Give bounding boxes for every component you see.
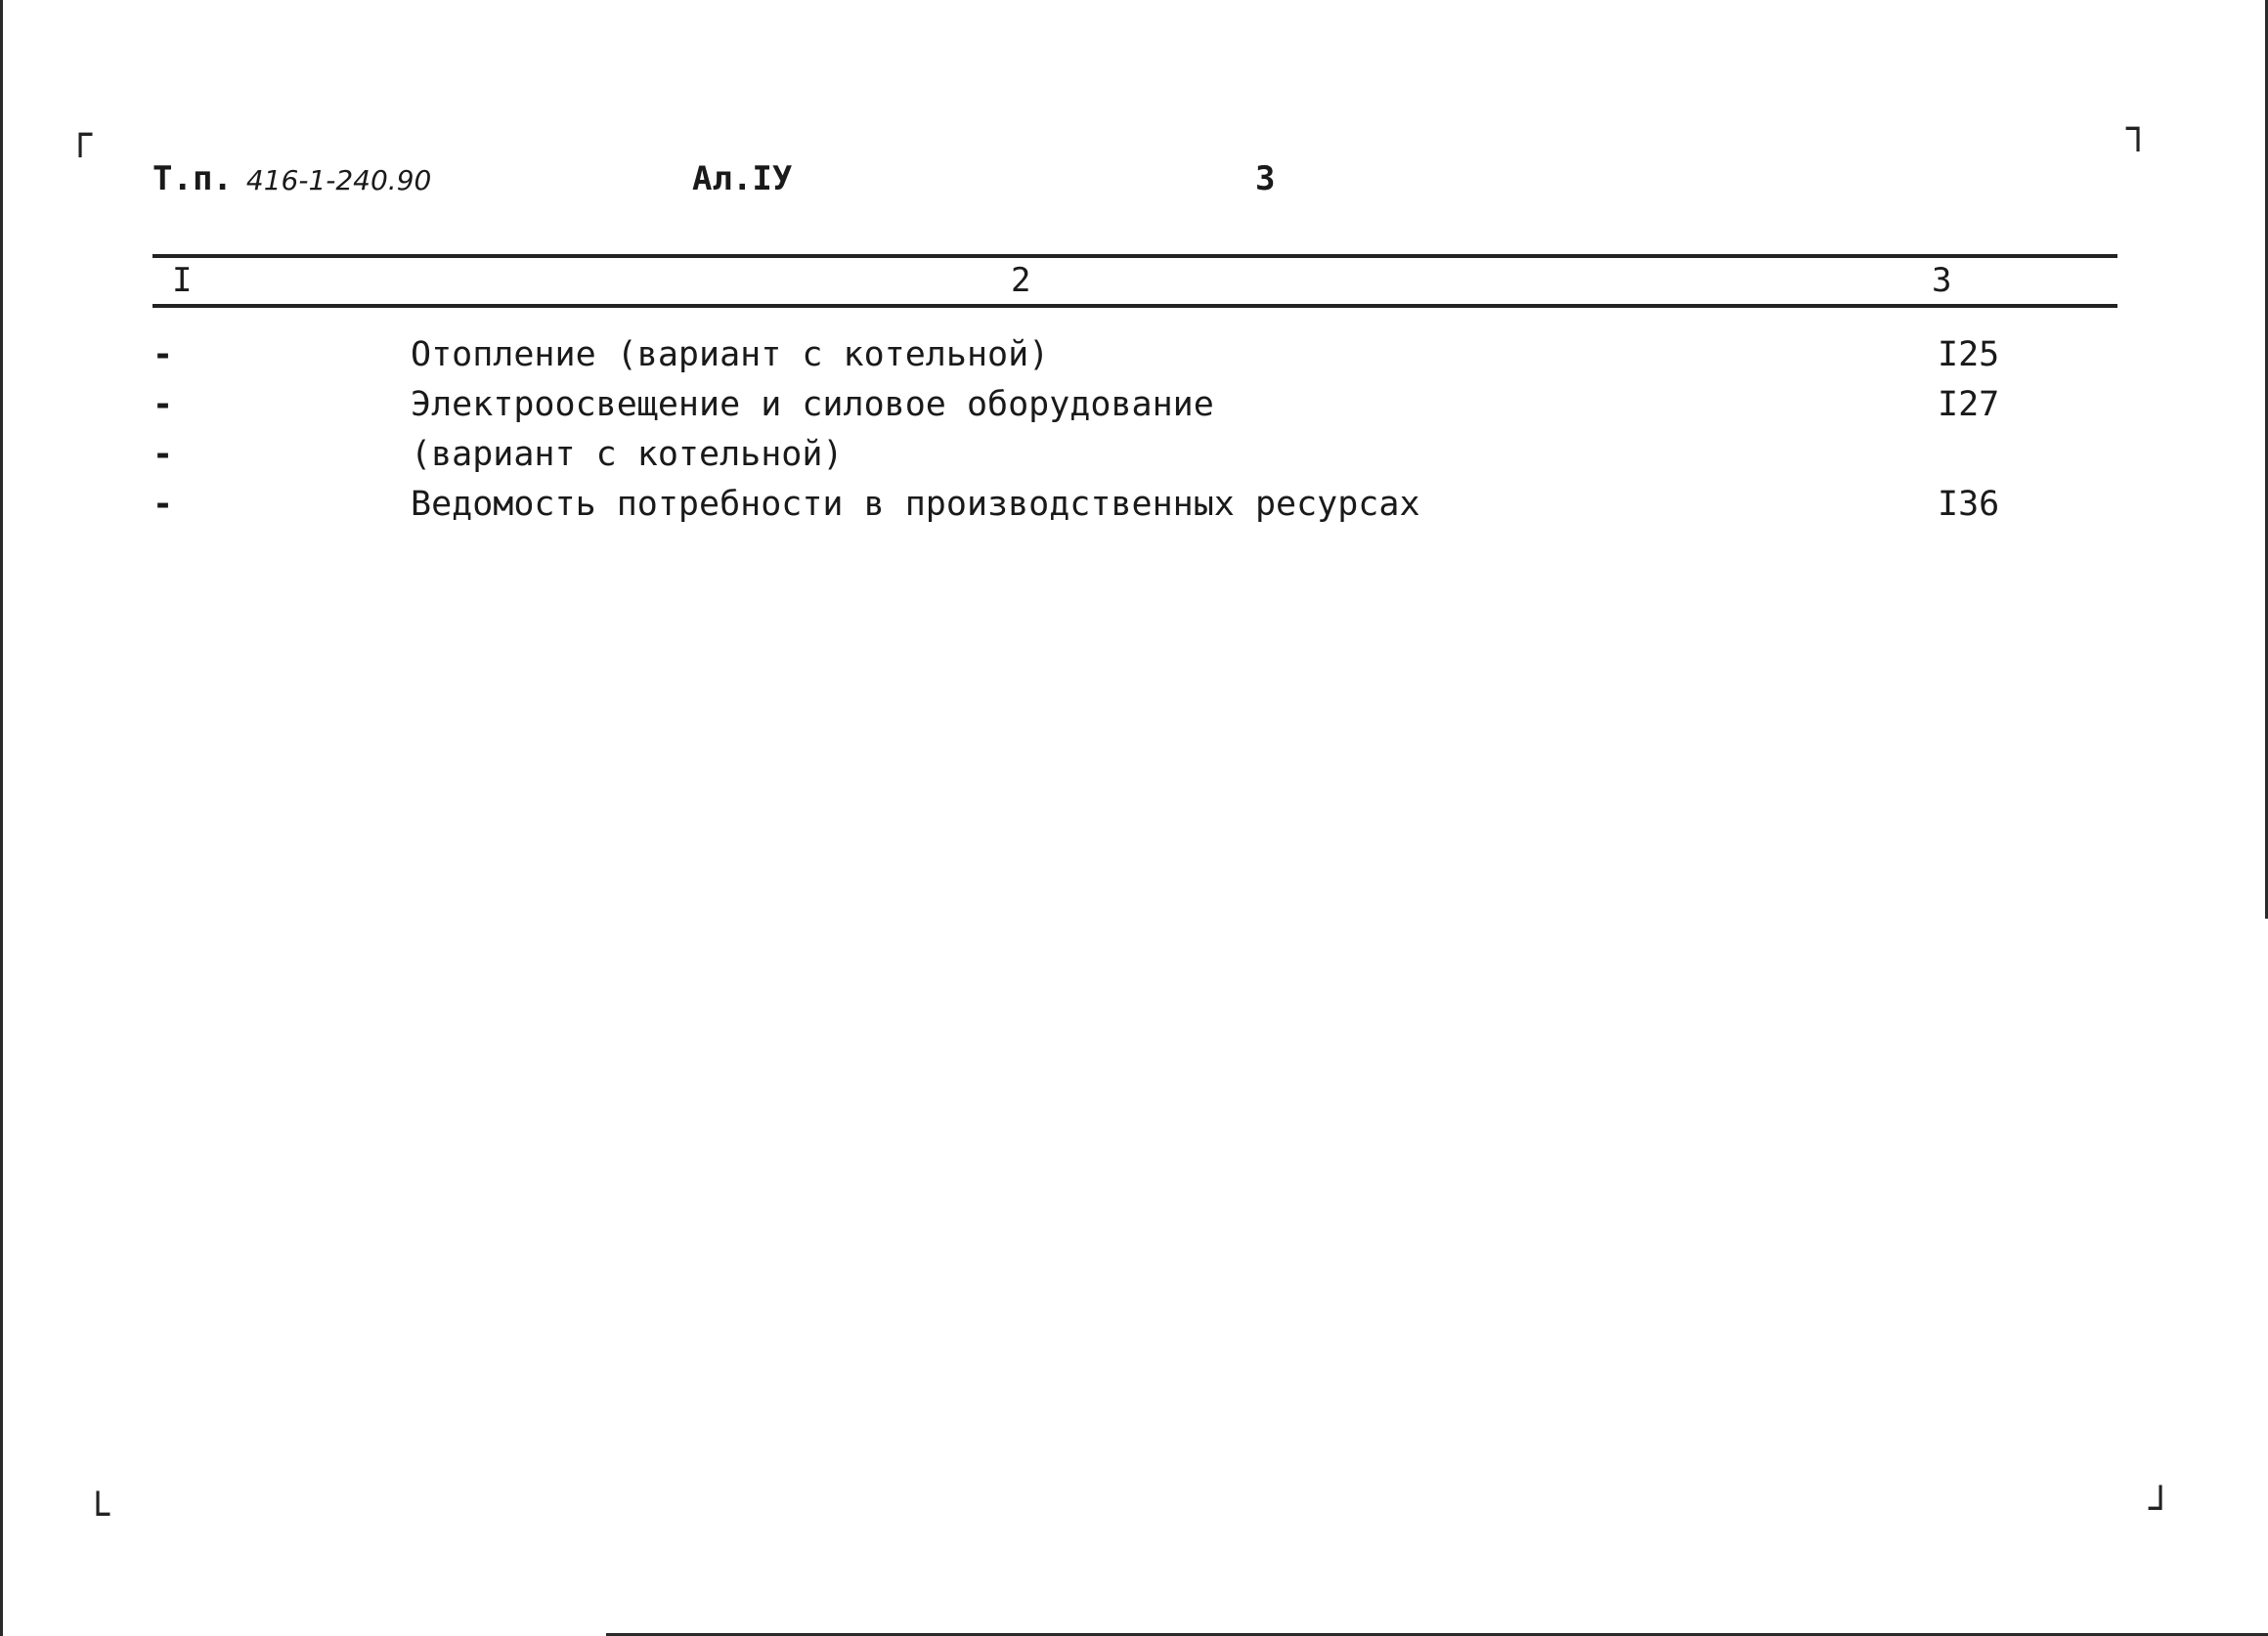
row-title: Электроосвещение и силовое оборудование bbox=[411, 385, 1214, 424]
reference-number: 416-1-240.90 bbox=[245, 164, 432, 196]
row-dash: - bbox=[153, 485, 174, 524]
row-title: Отопление (вариант с котельной) bbox=[411, 335, 1050, 374]
corner-mark-top-right: ┐ bbox=[2126, 107, 2151, 151]
row-page: I25 bbox=[1938, 335, 2000, 374]
row-dash: - bbox=[153, 385, 174, 424]
scan-edge-left bbox=[0, 0, 3, 1636]
table-header-rule bbox=[153, 304, 2117, 308]
row-title: Ведомость потребности в производственных ресурсах bbox=[411, 485, 1420, 524]
album-label: Ал.IУ bbox=[692, 159, 793, 198]
row-dash: - bbox=[153, 335, 174, 374]
corner-mark-bottom-left: └ bbox=[86, 1492, 110, 1537]
corner-mark-top-left: ┌ bbox=[68, 112, 93, 157]
corner-mark-bottom-right: ┘ bbox=[2149, 1486, 2173, 1531]
table-row bbox=[0, 430, 2268, 480]
table-row bbox=[0, 480, 2268, 530]
column-header-1: I bbox=[172, 261, 193, 300]
table-row bbox=[0, 330, 2268, 380]
document-reference bbox=[153, 159, 432, 198]
row-dash: - bbox=[153, 435, 174, 474]
table-top-rule bbox=[153, 254, 2117, 258]
reference-label: Т.п. bbox=[153, 159, 233, 198]
table-body bbox=[0, 330, 2268, 530]
row-page: I27 bbox=[1938, 385, 2000, 424]
column-header-2: 2 bbox=[1011, 261, 1031, 300]
column-header-3: 3 bbox=[1932, 261, 1952, 300]
table-row bbox=[0, 380, 2268, 430]
page-number: 3 bbox=[1255, 159, 1276, 198]
row-title: (вариант с котельной) bbox=[411, 435, 844, 474]
row-page: I36 bbox=[1938, 485, 2000, 524]
